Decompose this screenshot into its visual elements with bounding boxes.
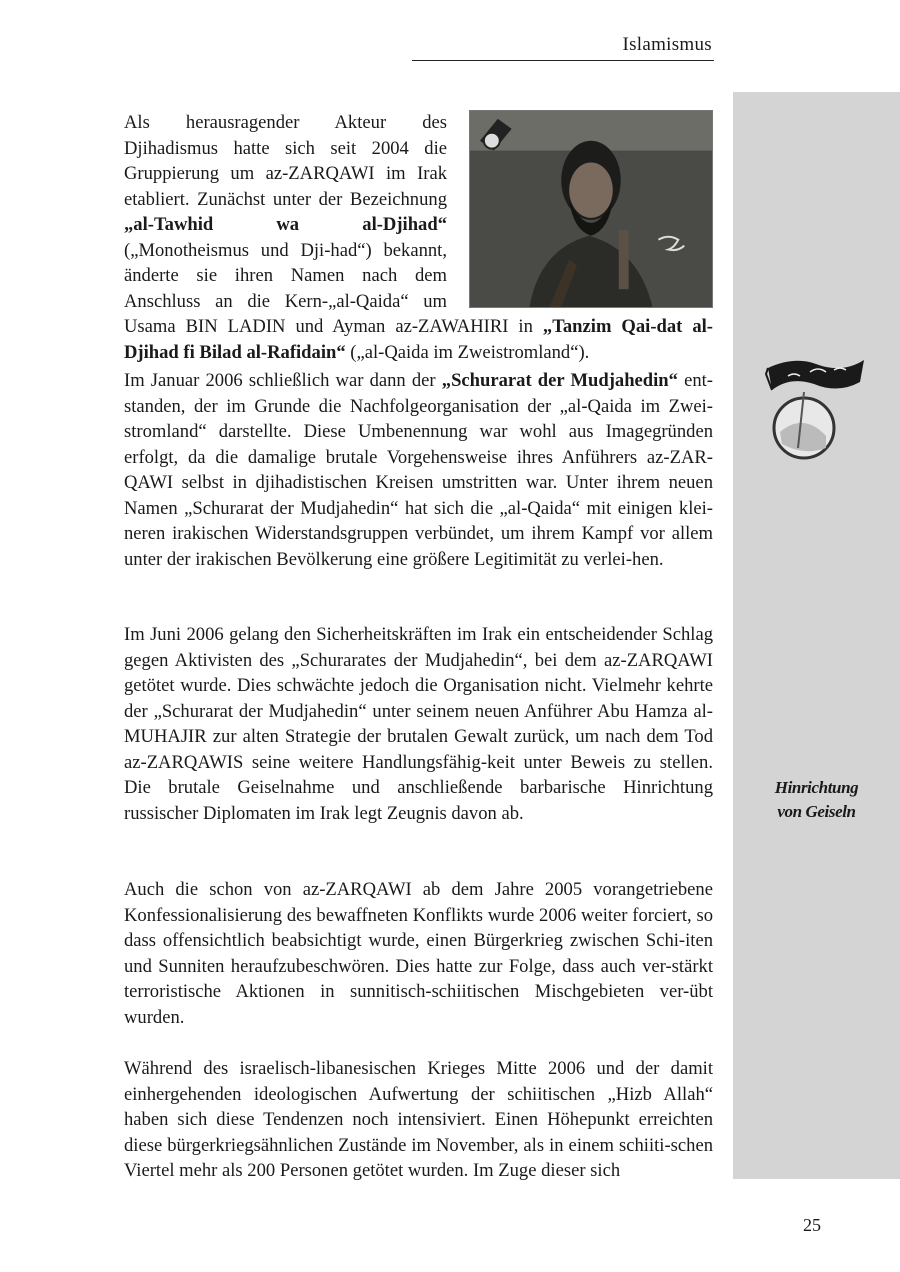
- paragraph-2: [124, 368, 713, 572]
- margin-sidebar: [733, 92, 900, 1179]
- paragraph-3: Im Juni 2006 gelang den Sicherheitskräften im Irak ein entscheidender Schlag gegen Aktivisten des „Schurarates der Mudjahedin“, bei dem az-ZARQAWI getötet wurde. Dies schwächte jedoch die Organisation nicht. Vielmehr kehrte der „Schurarat der Mudjahedin“ unter seinem neuen Anführer Abu Hamza al-MUHAJIR zur alten Strategie der brutalen Gewalt zurück, um nach dem Tod az-ZARQAWIS seine weitere Handlungsfähig-keit unter Beweis zu stellen. Die brutale Geiselnahme und anschließende barbarische Hinrichtung russischer Diplomaten im Irak legt Zeugnis davon ab.: [124, 624, 713, 824]
- paragraph-2-text-b: ent-standen, der im Grunde die Nachfolgeorganisation der „al-Qaida im Zwei-stromland“ darstellte. Diese Umbenennung war wohl aus Imagegründen erfolgt, da die damalige brutale Vorgehensweise ihres Anführers az-ZAR-QAWI selbst in djihadistischen Kreisen umstritten war. Unter ihrem neuen Namen „Schurarat der Mudjahedin“ hat sich die „al-Qaida“ mit einigen klei-neren irakischen Widerstandsgruppen verbündet, um ihrem Kampf vor allem unter der irakischen Bevölkerung eine größere Legitimität zu verlei-hen.: [124, 370, 714, 570]
- org-name-schurarat: „Schurarat der Mudjahedin“: [441, 370, 678, 391]
- page-number: 25: [803, 1215, 821, 1235]
- flag-emblem-image: [764, 352, 868, 460]
- paragraph-5: Während des israelisch-libanesischen Krieges Mitte 2006 und der damit einhergehenden ideologischen Aufwertung der schiitischen „Hizb Allah“ haben sich diese Tendenzen noch intensiviert. Einen Höhepunkt erreichten diese bürgerkriegsähnlichen Zustände im November, als in einem schiiti-schen Viertel mehr als 200 Personen getötet wurden. Im Zuge dieser sich: [124, 1058, 713, 1181]
- margin-note-line-2: von Geiseln: [777, 802, 856, 821]
- header-rule: [412, 60, 714, 61]
- paragraph-1: [124, 110, 713, 365]
- portrait-photo: [469, 110, 713, 308]
- paragraph-1-text-c: („al-Qaida im Zweistromland“).: [345, 341, 590, 363]
- org-name-tanzim: „Tanzim Qai-dat al-Djihad fi Bilad al-Rafidain“: [124, 316, 714, 363]
- running-header: Islamismus: [622, 34, 712, 55]
- margin-note-line-1: Hinrichtung: [774, 778, 859, 797]
- paragraph-1-text-b: („Monotheismus und Dji-had“) bekannt, änderte sie ihren Namen nach dem Anschluss an die Kern-„al-Qaida“ um Usama BIN LADIN und Ayman az-ZAWAHIRI in: [124, 239, 543, 337]
- margin-note: [733, 776, 900, 824]
- paragraph-4: Auch die schon von az-ZARQAWI ab dem Jahre 2005 vorangetriebene Konfessionalisierung des bewaffneten Konflikts wurde 2006 weiter forciert, so dass offensichtlich beabsichtigt wurde, einen Bürgerkrieg zwischen Schi-iten und Sunniten heraufzubeschwören. Dies hatte zur Folge, dass auch ver-stärkt terroristische Aktionen in sunnitisch-schiitischen Mischgebieten ver-übt wurden.: [124, 879, 713, 1028]
- org-name-tawhid: „al-Tawhid wa al-Djihad“: [124, 214, 447, 235]
- paragraph-1-text-a: Als herausragender Akteur des Djihadismus hatte sich seit 2004 die Gruppierung um az-ZARQAWI im Irak etabliert. Zunächst unter der Bezeichnung: [124, 112, 447, 210]
- paragraph-2-text-a: Im Januar 2006 schließlich war dann der: [124, 370, 442, 391]
